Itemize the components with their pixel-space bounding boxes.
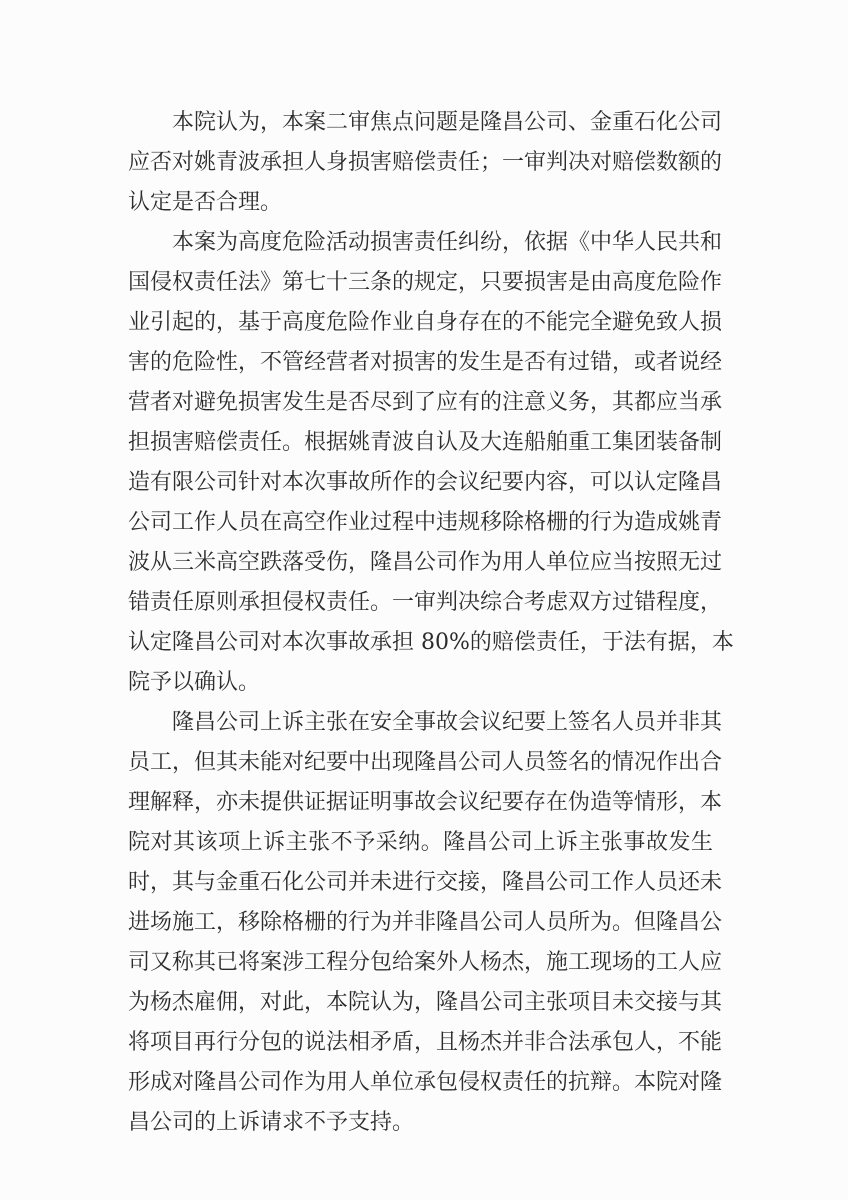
- text-line: 进场施工，移除格栅的行为并非隆昌公司人员所为。但隆昌公: [128, 910, 723, 935]
- text-line: 昌公司的上诉请求不予支持。: [128, 1110, 415, 1135]
- text-line: 营者对避免损害发生是否尽到了应有的注意义务，其都应当承: [128, 390, 723, 415]
- text-line: 业引起的，基于高度危险作业自身存在的不能完全避免致人损: [128, 310, 723, 335]
- text-line: 院予以确认。: [128, 670, 261, 695]
- text-line: 本案为高度危险活动损害责任纠纷，依据《中华人民共和: [172, 230, 723, 255]
- text-line: 司又称其已将案涉工程分包给案外人杨杰，施工现场的工人应: [128, 950, 723, 975]
- text-line: 为杨杰雇佣，对此，本院认为，隆昌公司主张项目未交接与其: [128, 990, 723, 1015]
- paragraph-3: [128, 703, 723, 1143]
- paragraph-2: [128, 223, 734, 703]
- text-line: 认定隆昌公司对本次事故承担 80%的赔偿责任，于法有据，本: [128, 630, 734, 655]
- paragraph-1: [128, 103, 723, 223]
- text-line: 将项目再行分包的说法相矛盾，且杨杰并非合法承包人，不能: [128, 1030, 723, 1055]
- text-line: 害的危险性，不管经营者对损害的发生是否有过错，或者说经: [128, 350, 723, 375]
- text-line: 造有限公司针对本次事故所作的会议纪要内容，可以认定隆昌: [128, 470, 723, 495]
- document-body: [128, 103, 734, 1143]
- text-line: 应否对姚青波承担人身损害赔偿责任；一审判决对赔偿数额的: [128, 150, 723, 175]
- text-line: 时，其与金重石化公司并未进行交接，隆昌公司工作人员还未: [128, 870, 723, 895]
- text-line: 理解释，亦未提供证据证明事故会议纪要存在伪造等情形，本: [128, 790, 723, 815]
- text-line: 担损害赔偿责任。根据姚青波自认及大连船舶重工集团装备制: [128, 430, 723, 455]
- text-line: 错责任原则承担侵权责任。一审判决综合考虑双方过错程度，: [128, 590, 723, 615]
- text-line: 公司工作人员在高空作业过程中违规移除格栅的行为造成姚青: [128, 510, 723, 535]
- text-line: 形成对隆昌公司作为用人单位承包侵权责任的抗辩。本院对隆: [128, 1070, 723, 1095]
- text-line: 员工，但其未能对纪要中出现隆昌公司人员签名的情况作出合: [128, 750, 723, 775]
- text-line: 本院认为，本案二审焦点问题是隆昌公司、金重石化公司: [172, 110, 723, 135]
- text-line: 国侵权责任法》第七十三条的规定，只要损害是由高度危险作: [128, 270, 723, 295]
- text-line: 院对其该项上诉主张不予采纳。隆昌公司上诉主张事故发生: [128, 830, 713, 855]
- text-line: 隆昌公司上诉主张在安全事故会议纪要上签名人员并非其: [172, 710, 723, 735]
- text-line: 认定是否合理。: [128, 190, 283, 215]
- text-line: 波从三米高空跌落受伤，隆昌公司作为用人单位应当按照无过: [128, 550, 723, 575]
